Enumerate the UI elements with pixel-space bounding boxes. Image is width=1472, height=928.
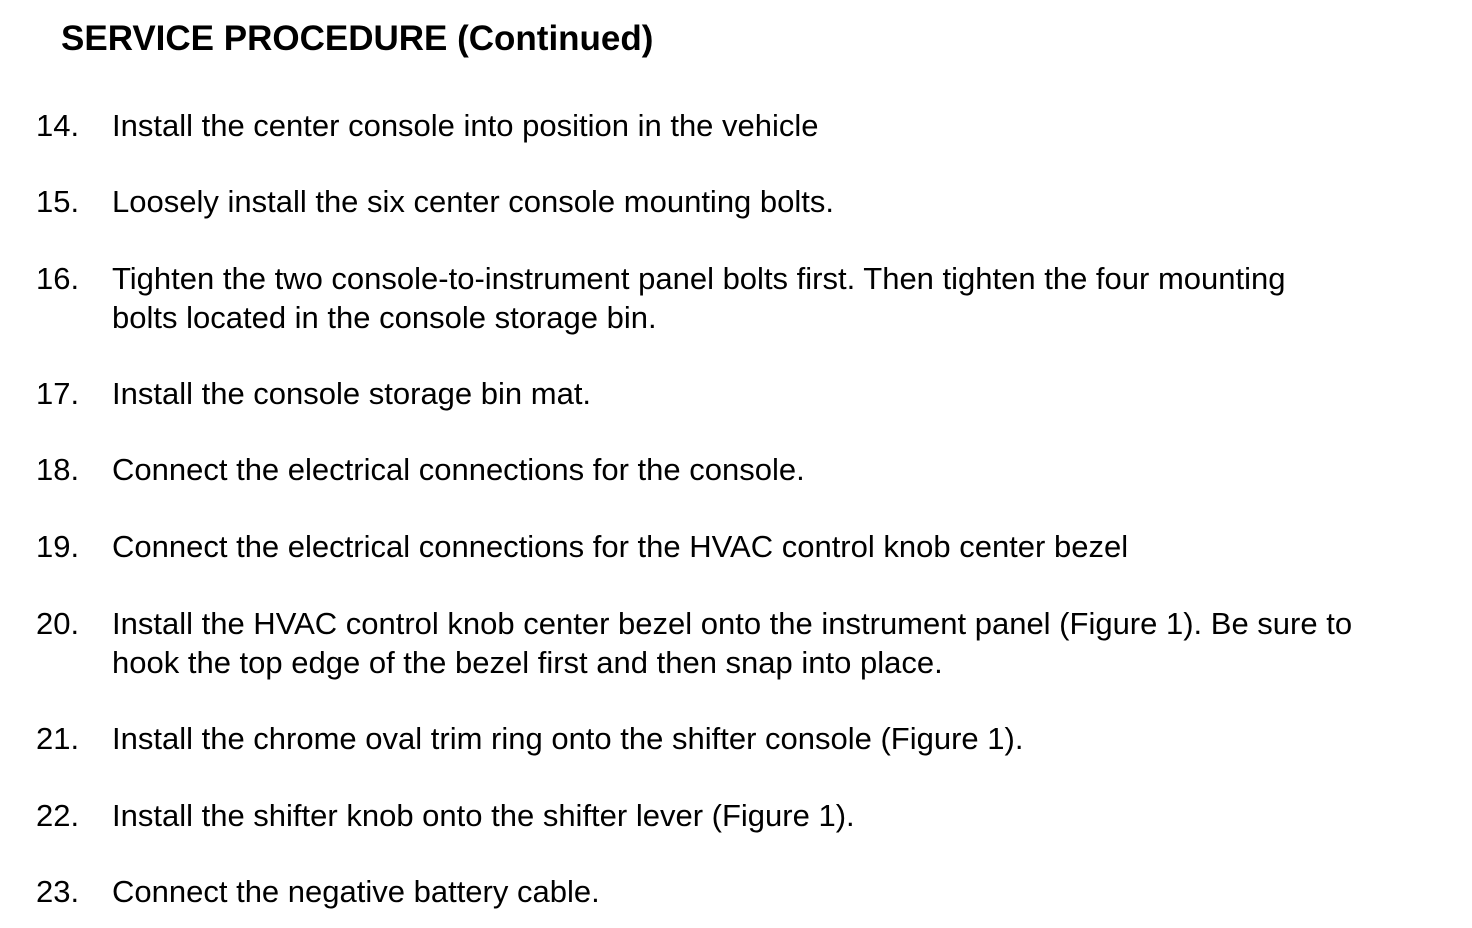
step-text xyxy=(112,183,1468,222)
step-line: Install the HVAC control knob center bezel onto the instrument panel (Figure 1). Be sure to xyxy=(112,606,1353,641)
step-text xyxy=(112,260,1468,337)
page-title: SERVICE PROCEDURE (Continued) xyxy=(61,19,654,58)
step-number: 23. xyxy=(36,874,80,909)
step-line: Connect the electrical connections for the console. xyxy=(112,452,805,487)
step-text xyxy=(112,797,1468,836)
step-text xyxy=(112,720,1468,759)
step-line: Install the console storage bin mat. xyxy=(112,376,592,411)
step-number: 14. xyxy=(36,108,80,143)
step-line: Install the chrome oval trim ring onto the shifter console (Figure 1). xyxy=(112,721,1024,756)
step-text xyxy=(112,451,1468,490)
step-text xyxy=(112,605,1468,682)
step-text xyxy=(112,375,1468,414)
step-text xyxy=(112,873,1468,912)
step-line: bolts located in the console storage bin. xyxy=(112,299,657,335)
step-number: 22. xyxy=(36,798,80,833)
step-number: 18. xyxy=(36,452,80,487)
step-number: 21. xyxy=(36,721,80,756)
step-number: 20. xyxy=(36,606,80,641)
step-line: Install the shifter knob onto the shifter lever (Figure 1). xyxy=(112,798,855,833)
step-number: 17. xyxy=(36,376,80,411)
step-line: Tighten the two console-to-instrument panel bolts first. Then tighten the four mounting xyxy=(112,261,1286,296)
step-number: 15. xyxy=(36,184,80,219)
step-line: Install the center console into position in the vehicle xyxy=(112,108,819,143)
step-number: 19. xyxy=(36,529,80,564)
step-line: Connect the electrical connections for the HVAC control knob center bezel xyxy=(112,529,1129,564)
step-number: 16. xyxy=(36,261,80,296)
step-text xyxy=(112,107,1468,146)
step-text xyxy=(112,528,1468,567)
step-line: Connect the negative battery cable. xyxy=(112,874,600,909)
step-line: Loosely install the six center console mounting bolts. xyxy=(112,184,835,219)
step-line: hook the top edge of the bezel first and then snap into place. xyxy=(112,644,943,680)
